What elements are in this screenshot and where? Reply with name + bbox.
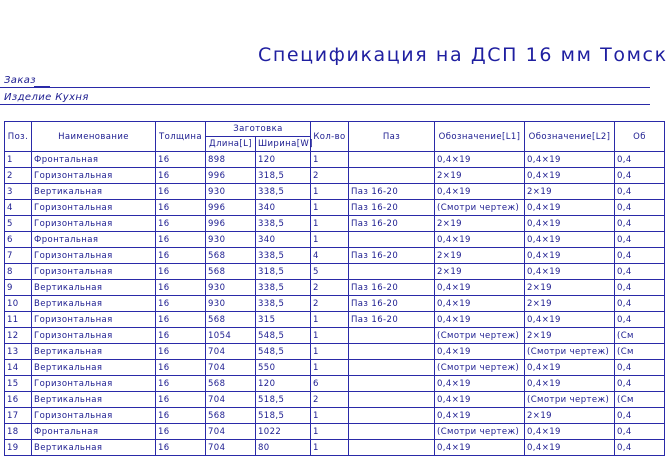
cell-width: 80 xyxy=(256,440,311,456)
cell-thickness: 16 xyxy=(156,296,206,312)
cell-width: 1022 xyxy=(256,424,311,440)
cell-edge-l2: 2×19 xyxy=(525,296,615,312)
cell-qty: 4 xyxy=(311,248,349,264)
cell-name: Горизонтальная xyxy=(32,200,156,216)
cell-pos: 18 xyxy=(5,424,32,440)
cell-edge-w1: 0,4 xyxy=(615,264,665,280)
cell-thickness: 16 xyxy=(156,280,206,296)
cell-name: Вертикальная xyxy=(32,184,156,200)
table-row xyxy=(5,296,665,312)
cell-pos: 16 xyxy=(5,392,32,408)
cell-edge-l2: 0,4×19 xyxy=(525,216,615,232)
header-edge-l2: Обозначение[L2] xyxy=(525,122,615,152)
cell-name: Горизонтальная xyxy=(32,376,156,392)
table-row xyxy=(5,232,665,248)
cell-thickness: 16 xyxy=(156,216,206,232)
cell-length: 996 xyxy=(206,216,256,232)
cell-width: 338,5 xyxy=(256,280,311,296)
cell-pos: 1 xyxy=(5,152,32,168)
cell-edge-l1: 0,4×19 xyxy=(435,376,525,392)
header-thickness: Толщина xyxy=(156,122,206,152)
cell-thickness: 16 xyxy=(156,152,206,168)
cell-edge-w1: (См xyxy=(615,392,665,408)
cell-pos: 2 xyxy=(5,168,32,184)
cell-qty: 6 xyxy=(311,376,349,392)
cell-edge-l1: 0,4×19 xyxy=(435,408,525,424)
table-row xyxy=(5,376,665,392)
document-title: Спецификация на ДСП 16 мм Томск xyxy=(258,44,668,66)
cell-name: Вертикальная xyxy=(32,392,156,408)
cell-name: Вертикальная xyxy=(32,296,156,312)
cell-groove: Паз 16-20 xyxy=(349,248,435,264)
cell-length: 568 xyxy=(206,408,256,424)
cell-groove xyxy=(349,392,435,408)
header-pos: Поз. xyxy=(5,122,32,152)
cell-length: 930 xyxy=(206,296,256,312)
cell-name: Горизонтальная xyxy=(32,248,156,264)
table-row xyxy=(5,360,665,376)
table-row xyxy=(5,200,665,216)
product-line xyxy=(0,91,650,105)
table-row xyxy=(5,328,665,344)
cell-pos: 12 xyxy=(5,328,32,344)
cell-width: 550 xyxy=(256,360,311,376)
cell-edge-l2: 0,4×19 xyxy=(525,360,615,376)
table-row xyxy=(5,168,665,184)
header-edge-l1: Обозначение[L1] xyxy=(435,122,525,152)
cell-pos: 11 xyxy=(5,312,32,328)
header-groove: Паз xyxy=(349,122,435,152)
table-row xyxy=(5,152,665,168)
cell-pos: 4 xyxy=(5,200,32,216)
cell-edge-l2: 0,4×19 xyxy=(525,168,615,184)
cell-length: 568 xyxy=(206,312,256,328)
order-label: Заказ xyxy=(4,75,37,86)
cell-pos: 6 xyxy=(5,232,32,248)
cell-groove xyxy=(349,264,435,280)
cell-pos: 5 xyxy=(5,216,32,232)
cell-length: 996 xyxy=(206,168,256,184)
cell-edge-l2: 2×19 xyxy=(525,280,615,296)
cell-length: 930 xyxy=(206,232,256,248)
cell-edge-l1: 0,4×19 xyxy=(435,184,525,200)
cell-edge-l1: 2×19 xyxy=(435,216,525,232)
cell-name: Фронтальная xyxy=(32,152,156,168)
cell-edge-l1: 0,4×19 xyxy=(435,392,525,408)
cell-edge-l1: (Смотри чертеж) xyxy=(435,360,525,376)
table-row xyxy=(5,392,665,408)
cell-qty: 1 xyxy=(311,344,349,360)
cell-thickness: 16 xyxy=(156,392,206,408)
cell-edge-l1: 0,4×19 xyxy=(435,296,525,312)
cell-thickness: 16 xyxy=(156,248,206,264)
cell-qty: 2 xyxy=(311,168,349,184)
cell-width: 338,5 xyxy=(256,184,311,200)
cell-thickness: 16 xyxy=(156,328,206,344)
cell-width: 120 xyxy=(256,152,311,168)
cell-edge-l1: (Смотри чертеж) xyxy=(435,328,525,344)
cell-groove: Паз 16-20 xyxy=(349,216,435,232)
cell-width: 318,5 xyxy=(256,168,311,184)
cell-pos: 17 xyxy=(5,408,32,424)
cell-edge-w1: 0,4 xyxy=(615,360,665,376)
cell-edge-l1: 0,4×19 xyxy=(435,280,525,296)
cell-thickness: 16 xyxy=(156,312,206,328)
cell-length: 930 xyxy=(206,280,256,296)
cell-width: 318,5 xyxy=(256,264,311,280)
cell-thickness: 16 xyxy=(156,408,206,424)
product-label: Изделие Кухня xyxy=(4,92,89,103)
cell-name: Фронтальная xyxy=(32,232,156,248)
header-edge-w1: Об xyxy=(615,122,665,152)
cell-groove xyxy=(349,152,435,168)
cell-length: 568 xyxy=(206,376,256,392)
cell-edge-l2: 0,4×19 xyxy=(525,264,615,280)
table-row xyxy=(5,248,665,264)
cell-qty: 1 xyxy=(311,232,349,248)
cell-width: 338,5 xyxy=(256,296,311,312)
cell-edge-l2: 0,4×19 xyxy=(525,152,615,168)
table-row xyxy=(5,216,665,232)
cell-pos: 10 xyxy=(5,296,32,312)
header-blank: Заготовка xyxy=(206,122,311,137)
cell-qty: 1 xyxy=(311,152,349,168)
cell-thickness: 16 xyxy=(156,264,206,280)
cell-edge-w1: 0,4 xyxy=(615,296,665,312)
cell-length: 996 xyxy=(206,200,256,216)
cell-edge-w1: 0,4 xyxy=(615,168,665,184)
cell-groove xyxy=(349,408,435,424)
cell-edge-l2: 2×19 xyxy=(525,328,615,344)
cell-groove: Паз 16-20 xyxy=(349,184,435,200)
cell-edge-w1: 0,4 xyxy=(615,312,665,328)
cell-edge-l2: (Смотри чертеж) xyxy=(525,392,615,408)
cell-length: 898 xyxy=(206,152,256,168)
cell-width: 315 xyxy=(256,312,311,328)
cell-groove xyxy=(349,328,435,344)
cell-groove: Паз 16-20 xyxy=(349,312,435,328)
cell-thickness: 16 xyxy=(156,200,206,216)
cell-name: Вертикальная xyxy=(32,280,156,296)
table-row xyxy=(5,312,665,328)
cell-pos: 9 xyxy=(5,280,32,296)
cell-edge-l1: 0,4×19 xyxy=(435,152,525,168)
cell-name: Горизонтальная xyxy=(32,408,156,424)
cell-pos: 3 xyxy=(5,184,32,200)
cell-length: 704 xyxy=(206,440,256,456)
cell-length: 1054 xyxy=(206,328,256,344)
cell-qty: 5 xyxy=(311,264,349,280)
cell-edge-w1: (См xyxy=(615,328,665,344)
cell-groove xyxy=(349,424,435,440)
cell-groove: Паз 16-20 xyxy=(349,280,435,296)
cell-length: 568 xyxy=(206,264,256,280)
cell-edge-l2: 0,4×19 xyxy=(525,312,615,328)
cell-edge-l2: (Смотри чертеж) xyxy=(525,344,615,360)
cell-edge-l2: 0,4×19 xyxy=(525,248,615,264)
cell-length: 930 xyxy=(206,184,256,200)
cell-groove xyxy=(349,232,435,248)
cell-thickness: 16 xyxy=(156,424,206,440)
table-row xyxy=(5,264,665,280)
cell-edge-w1: 0,4 xyxy=(615,408,665,424)
cell-pos: 13 xyxy=(5,344,32,360)
cell-edge-w1: 0,4 xyxy=(615,232,665,248)
cell-width: 548,5 xyxy=(256,328,311,344)
cell-qty: 1 xyxy=(311,408,349,424)
header-width: Ширина[W] xyxy=(256,137,311,152)
cell-qty: 1 xyxy=(311,216,349,232)
cell-length: 704 xyxy=(206,392,256,408)
cell-edge-l1: 0,4×19 xyxy=(435,440,525,456)
cell-edge-w1: 0,4 xyxy=(615,376,665,392)
cell-length: 704 xyxy=(206,360,256,376)
cell-thickness: 16 xyxy=(156,168,206,184)
cell-pos: 14 xyxy=(5,360,32,376)
header-qty: Кол-во xyxy=(311,122,349,152)
cell-qty: 1 xyxy=(311,328,349,344)
cell-groove xyxy=(349,344,435,360)
cell-groove xyxy=(349,440,435,456)
cell-edge-l1: 0,4×19 xyxy=(435,312,525,328)
cell-groove: Паз 16-20 xyxy=(349,296,435,312)
specification-table xyxy=(4,121,665,456)
cell-edge-w1: 0,4 xyxy=(615,216,665,232)
cell-name: Горизонтальная xyxy=(32,264,156,280)
cell-width: 340 xyxy=(256,232,311,248)
cell-edge-w1: 0,4 xyxy=(615,200,665,216)
table-row xyxy=(5,184,665,200)
table-row xyxy=(5,280,665,296)
cell-edge-l1: 2×19 xyxy=(435,264,525,280)
cell-width: 518,5 xyxy=(256,392,311,408)
cell-edge-l2: 0,4×19 xyxy=(525,200,615,216)
cell-thickness: 16 xyxy=(156,184,206,200)
cell-qty: 2 xyxy=(311,296,349,312)
cell-edge-l2: 0,4×19 xyxy=(525,232,615,248)
cell-edge-l2: 0,4×19 xyxy=(525,376,615,392)
cell-groove: Паз 16-20 xyxy=(349,200,435,216)
cell-qty: 1 xyxy=(311,184,349,200)
cell-edge-w1: 0,4 xyxy=(615,424,665,440)
cell-groove xyxy=(349,168,435,184)
cell-length: 704 xyxy=(206,344,256,360)
cell-name: Фронтальная xyxy=(32,424,156,440)
header-name: Наименование xyxy=(32,122,156,152)
cell-groove xyxy=(349,360,435,376)
cell-thickness: 16 xyxy=(156,360,206,376)
cell-thickness: 16 xyxy=(156,376,206,392)
table-row xyxy=(5,440,665,456)
cell-width: 548,5 xyxy=(256,344,311,360)
table-body xyxy=(5,152,665,456)
cell-thickness: 16 xyxy=(156,440,206,456)
header-length: Длина[L] xyxy=(206,137,256,152)
cell-edge-w1: 0,4 xyxy=(615,248,665,264)
cell-qty: 2 xyxy=(311,392,349,408)
cell-edge-w1: 0,4 xyxy=(615,440,665,456)
table-row xyxy=(5,424,665,440)
cell-pos: 15 xyxy=(5,376,32,392)
cell-width: 338,5 xyxy=(256,248,311,264)
cell-name: Вертикальная xyxy=(32,440,156,456)
cell-name: Вертикальная xyxy=(32,344,156,360)
cell-edge-l2: 0,4×19 xyxy=(525,440,615,456)
cell-edge-l2: 2×19 xyxy=(525,184,615,200)
cell-width: 120 xyxy=(256,376,311,392)
cell-width: 340 xyxy=(256,200,311,216)
cell-name: Горизонтальная xyxy=(32,168,156,184)
cell-edge-l1: 2×19 xyxy=(435,248,525,264)
table-row xyxy=(5,344,665,360)
cell-edge-w1: 0,4 xyxy=(615,152,665,168)
cell-qty: 1 xyxy=(311,200,349,216)
cell-width: 518,5 xyxy=(256,408,311,424)
cell-qty: 1 xyxy=(311,312,349,328)
cell-length: 568 xyxy=(206,248,256,264)
cell-edge-l1: (Смотри чертеж) xyxy=(435,200,525,216)
cell-edge-w1: 0,4 xyxy=(615,184,665,200)
cell-name: Горизонтальная xyxy=(32,312,156,328)
cell-qty: 2 xyxy=(311,280,349,296)
cell-edge-l1: 0,4×19 xyxy=(435,344,525,360)
cell-length: 704 xyxy=(206,424,256,440)
order-line xyxy=(0,74,650,88)
cell-edge-l2: 2×19 xyxy=(525,408,615,424)
cell-edge-l1: 2×19 xyxy=(435,168,525,184)
cell-name: Горизонтальная xyxy=(32,216,156,232)
cell-name: Вертикальная xyxy=(32,360,156,376)
cell-width: 338,5 xyxy=(256,216,311,232)
cell-edge-l1: 0,4×19 xyxy=(435,232,525,248)
cell-edge-w1: 0,4 xyxy=(615,280,665,296)
cell-name: Горизонтальная xyxy=(32,328,156,344)
cell-groove xyxy=(349,376,435,392)
cell-pos: 8 xyxy=(5,264,32,280)
table-row xyxy=(5,408,665,424)
cell-edge-w1: (См xyxy=(615,344,665,360)
cell-qty: 1 xyxy=(311,440,349,456)
cell-edge-l2: 0,4×19 xyxy=(525,424,615,440)
cell-pos: 19 xyxy=(5,440,32,456)
cell-qty: 1 xyxy=(311,360,349,376)
cell-pos: 7 xyxy=(5,248,32,264)
cell-thickness: 16 xyxy=(156,232,206,248)
cell-thickness: 16 xyxy=(156,344,206,360)
cell-edge-l1: (Смотри чертеж) xyxy=(435,424,525,440)
cell-qty: 1 xyxy=(311,424,349,440)
